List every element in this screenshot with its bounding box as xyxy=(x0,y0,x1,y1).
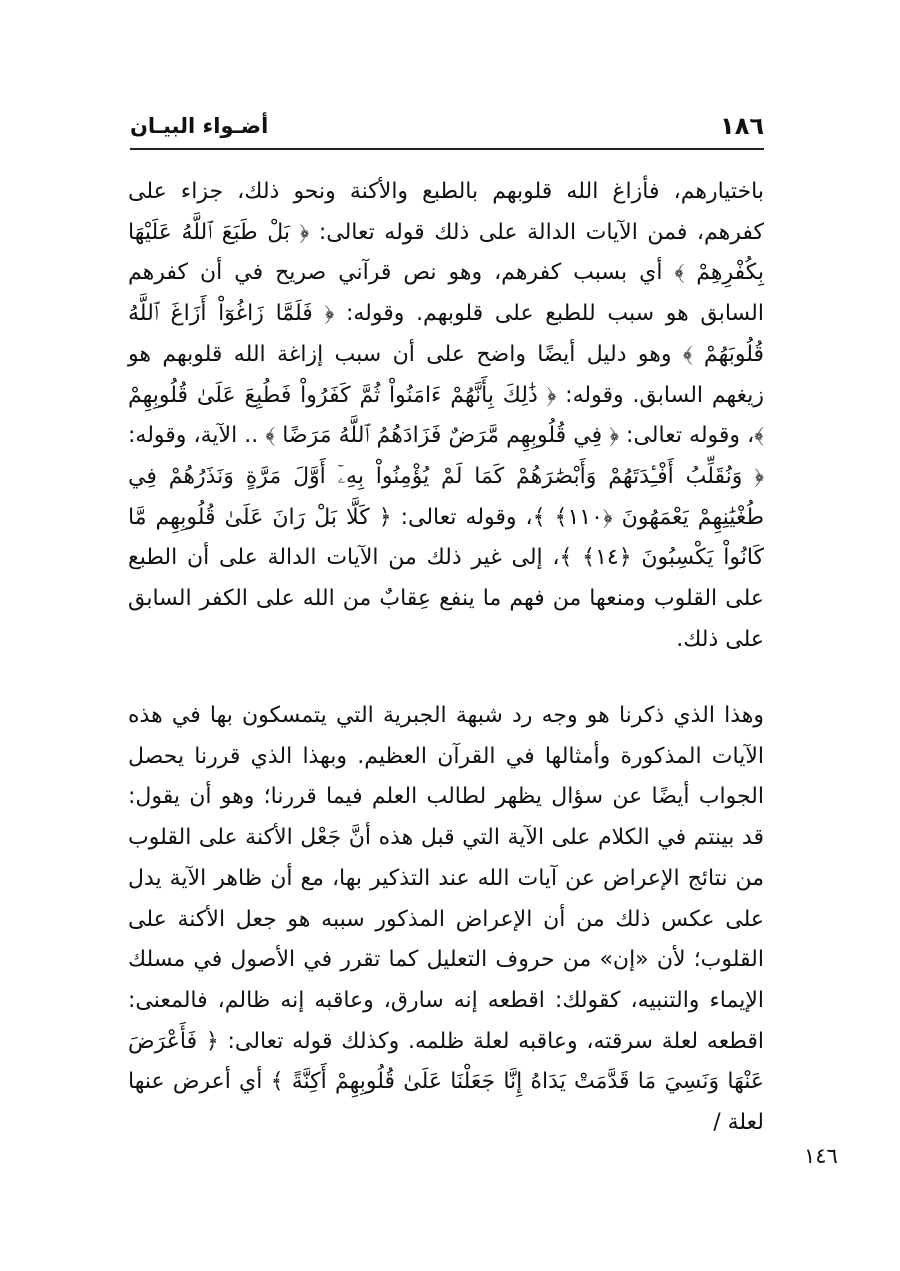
page-header xyxy=(130,104,764,150)
body-paragraph-1 xyxy=(128,172,764,660)
header-divider xyxy=(130,148,764,150)
paragraph-text: وهذا الذي ذكرنا هو وجه رد شبهة الجبرية التي يتمسكون بها في هذه الآيات المذكورة وأمثالها في القرآن العظيم. وبهذا الذي قررنا يحصل الجواب أيضًا عن سؤال يظهر لطالب العلم فيما قررنا؛ وهو أن يقول: قد بينتم في الكلام على الآية التي قبل هذه أنَّ جَعْل الأكنة على القلوب من نتائج الإعراض عن آيات الله عند التذكير بها، مع أن ظاهر الآية يدل على عكس ذلك من أن الإعراض المذكور سببه هو جعل الأكنة على القلوب؛ لأن «إن» من حروف التعليل كما تقرر في الأصول في مسلك الإيماء والتنبيه، كقولك: اقطعه إنه سارق، وعاقبه إنه ظالم، فالمعنى: اقطعه لعلة سرقته، وعاقبه لعلة ظلمه. وكذلك قوله تعالى: ﴿ فَأَعْرَضَ عَنْهَا وَنَسِيَ مَا قَدَّمَتْ يَدَاهُ إِنَّا جَعَلْنَا عَلَىٰ قُلُوبِهِمْ أَكِنَّةً ﴾ أي أعرض عنها لعلة / xyxy=(128,703,764,1136)
paragraph-text: باختيارهم، فأزاغ الله قلوبهم بالطبع والأكنة ونحو ذلك، جزاء على كفرهم، فمن الآيات الدالة على ذلك قوله تعالى: ﴿ بَلْ طَبَعَ ٱللَّهُ عَلَيْهَا بِكُفْرِهِمْ ﴾ أي بسبب كفرهم، وهو نص قرآني صريح في أن كفرهم السابق هو سبب للطبع على قلوبهم. وقوله: ﴿ فَلَمَّا زَاغُوٓاْ أَزَاغَ ٱللَّهُ قُلُوبَهُمْ ﴾ وهو دليل أيضًا واضح على أن سبب إزاغة الله قلوبهم هو زيغهم السابق. وقوله: ﴿ ذَٰلِكَ بِأَنَّهُمْ ءَامَنُواْ ثُمَّ كَفَرُواْ فَطُبِعَ عَلَىٰ قُلُوبِهِمْ ﴾، وقوله تعالى: ﴿ فِي قُلُوبِهِم مَّرَضٌ فَزَادَهُمُ ٱللَّهُ مَرَضًا ﴾ .. الآية، وقوله: ﴿ وَنُقَلِّبُ أَفْـِٔدَتَهُمْ وَأَبْصَٰرَهُمْ كَمَا لَمْ يُؤْمِنُواْ بِهِۦٓ أَوَّلَ مَرَّةٍ وَنَذَرُهُمْ فِي طُغْيَٰنِهِمْ يَعْمَهُونَ ﴿١١٠﴾ ﴾، وقوله تعالى: ﴿ كَلَّا بَلْ رَانَ عَلَىٰ قُلُوبِهِم مَّا كَانُواْ يَكْسِبُونَ ﴿١٤﴾ ﴾، إلى غير ذلك من الآيات الدالة على أن الطبع على القلوب ومنعها من فهم ما ينفع عِقابٌ من الله على الكفر السابق على ذلك. xyxy=(128,179,765,652)
margin-page-reference: ١٤٦ xyxy=(804,1144,838,1168)
body-paragraph-2 xyxy=(128,696,764,1144)
page-number: ١٨٦ xyxy=(720,112,764,140)
book-title: أضـواء البيـان xyxy=(130,114,269,138)
